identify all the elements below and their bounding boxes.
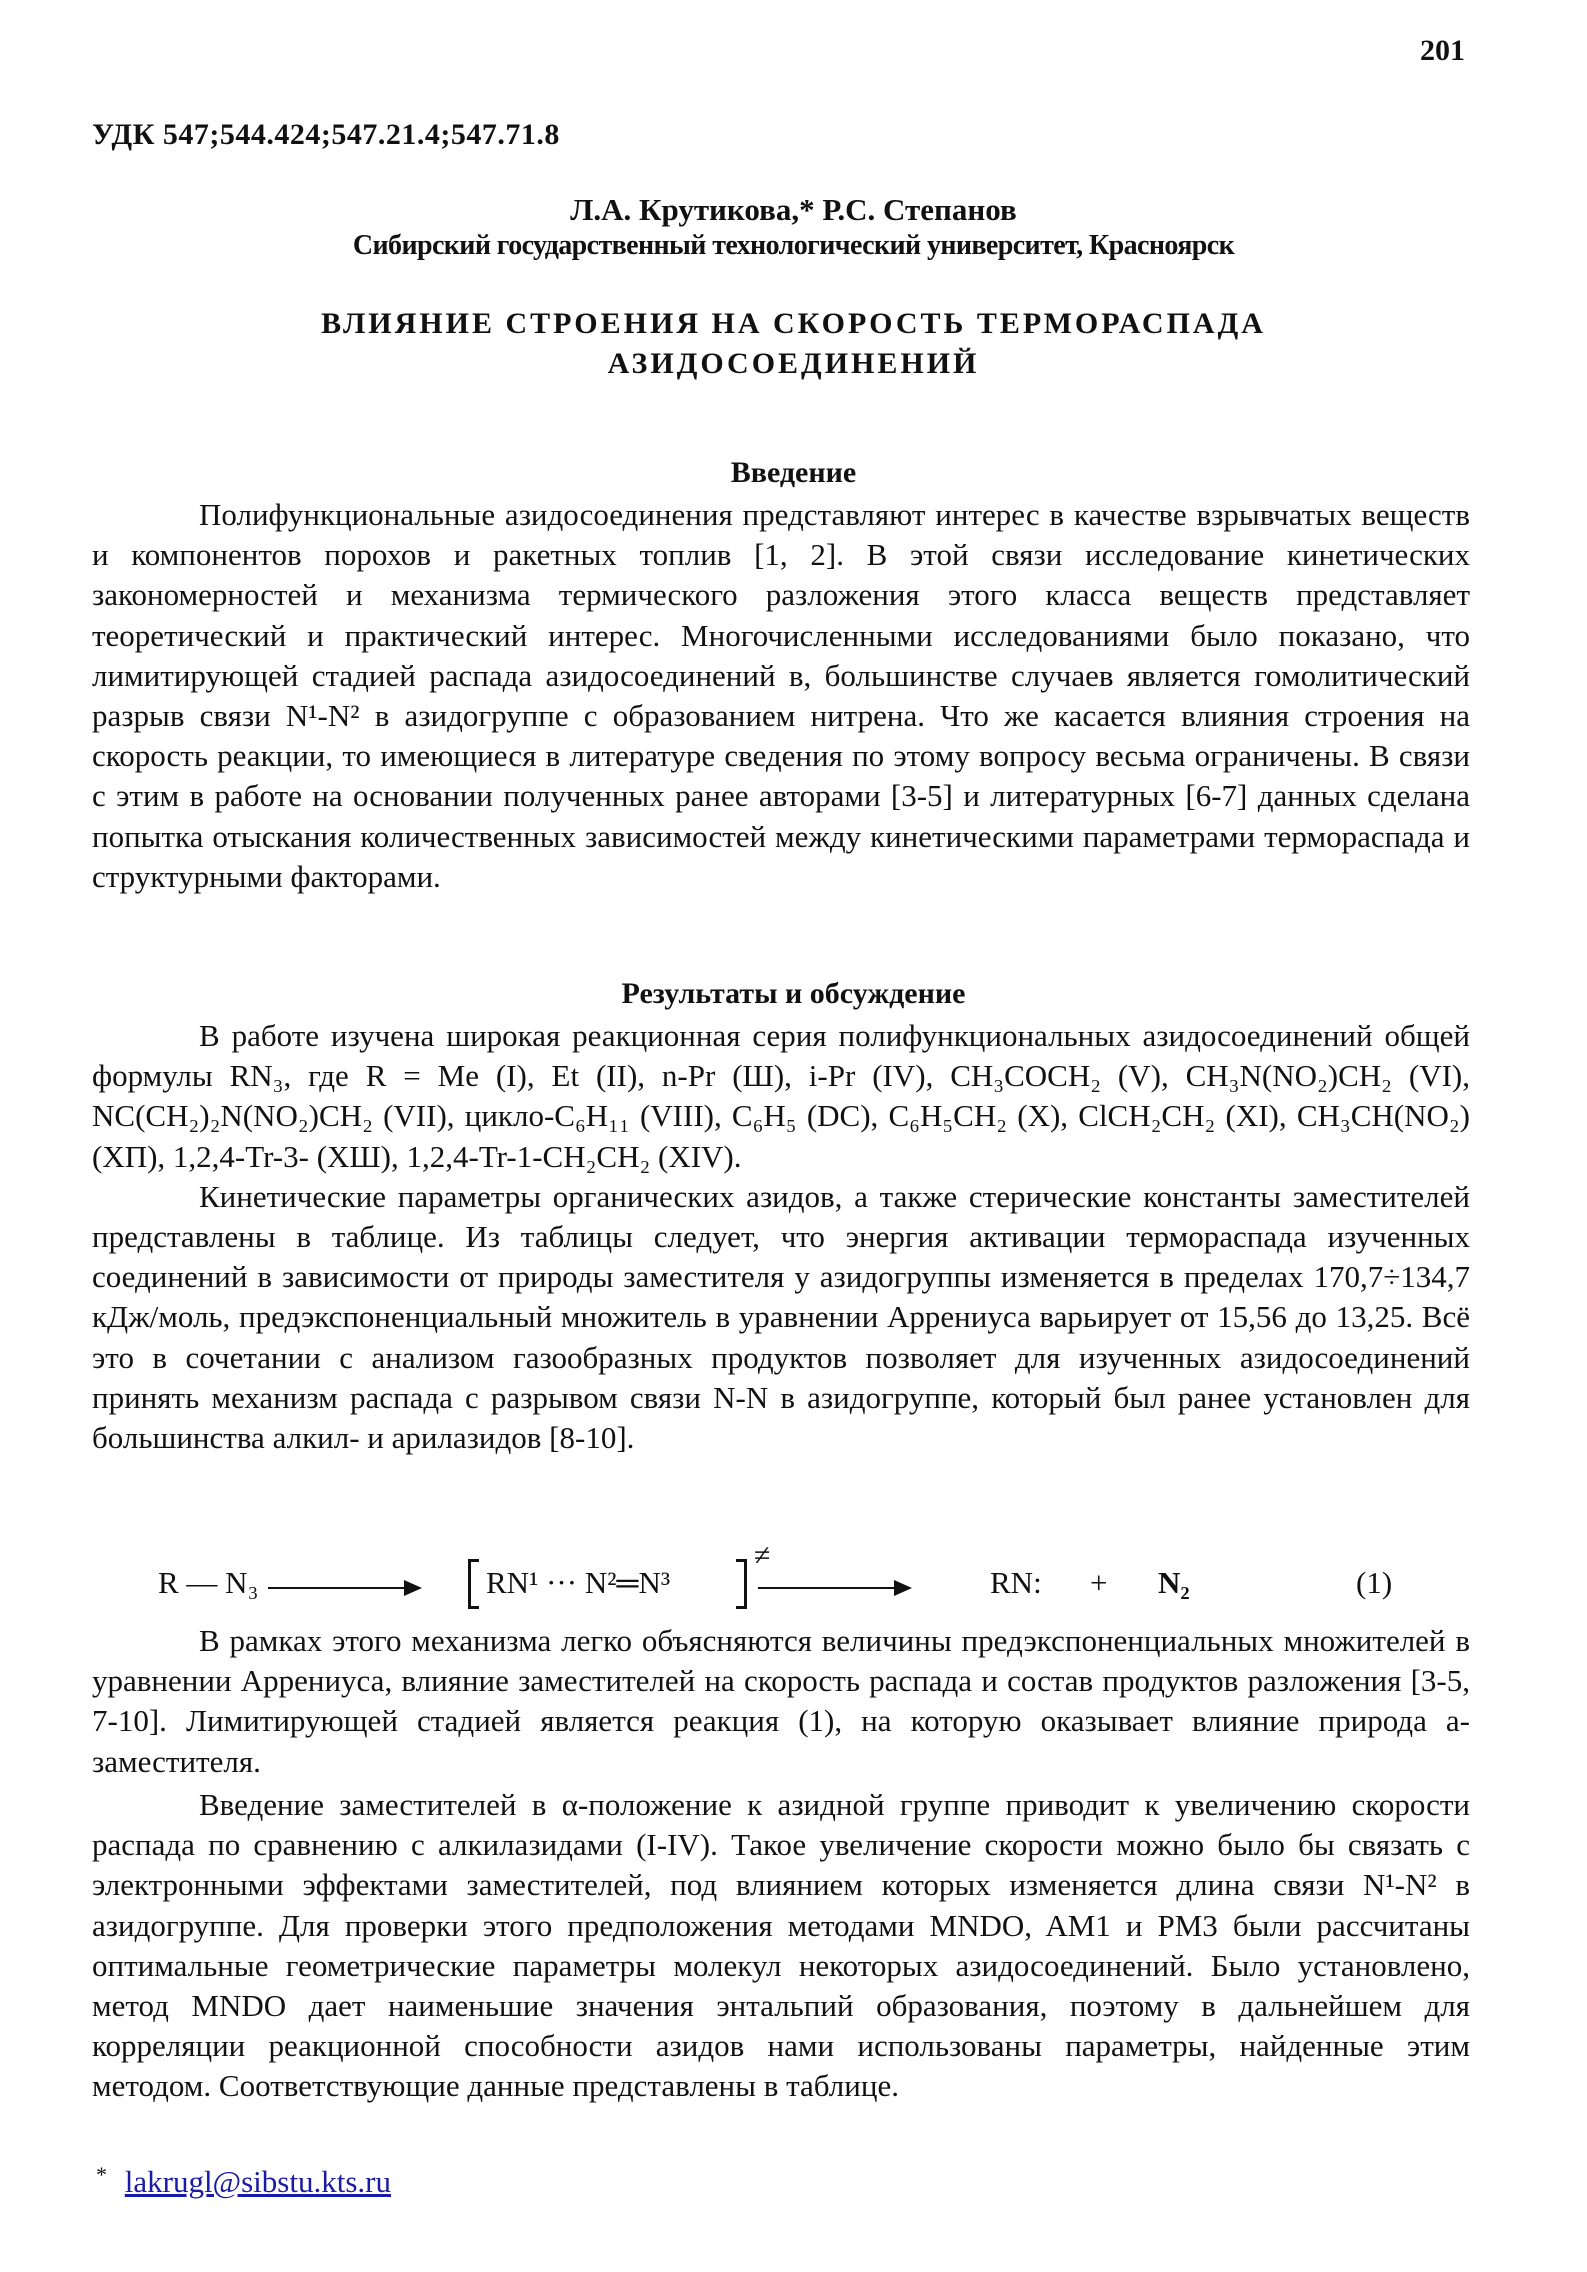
udc-code: УДК 547;544.424;547.21.4;547.71.8 (92, 118, 560, 151)
footnote-mark: * (96, 2162, 107, 2187)
intro-paragraph: Полифункциональные азидосоединения представляют интерес в качестве взрывчатых веществ и компонентов порохов и ракетных топлив [1, 2]. В этой связи исследование кинетических закономерностей и механизма термического разложения этого класса веществ представляет теоретический и практический интерес. Многочисленными исследованиями было показано, что лимитирующей стадией распада азидосоединений в, большинстве случаев является гомолитический разрыв связи N¹-N² в азидогруппе с образованием нитрена. Что же касается влияния строения на скорость реакции, то имеющиеся в литературе сведения по этому вопросу весьма ограничены. В связи с этим в работе на основании полученных ранее авторами [3-5] и литературных [6-7] данных сделана попытка отыскания количественных зависимостей между кинетическими параметрами термораспада и структурными факторами. (92, 497, 1470, 894)
results-heading: Результаты и обсуждение (621, 977, 966, 1010)
results-paragraph-2: Кинетические параметры органических азидов, а также стерические константы заместителей представлены в таблице. Из таблицы следует, что энергия активации терморaспада изученных соединений в зависимости от природы заместителя у азидогруппы изменяется в пределах 170,7÷134,7 кДж/моль, предэкспоненциальный множитель в уравнении Аррениуса варьирует от 15,56 до 13,25. Всё это в сочетании с анализом газообразных продуктов позволяет для изученных азидосоединений принять механизм распада с разрывом связи N-N в азидогруппе, который был ранее установлен для большинства алкил- и арилазидов [8-10]. (92, 1178, 1470, 1456)
title-line-1: ВЛИЯНИЕ СТРОЕНИЯ НА СКОРОСТЬ ТЕРМОРАСПАДА (321, 307, 1266, 340)
page-number: 201 (1420, 34, 1465, 67)
equation-product-1: RN: (990, 1565, 1042, 1600)
email-link[interactable]: lakrugl@sibstu.kts.ru (124, 2164, 391, 2199)
reaction-arrow-1 (268, 1587, 418, 1589)
footnote (96, 2164, 391, 2200)
equation-reactant: R — N₃ (158, 1565, 259, 1600)
reaction-arrow-2 (758, 1587, 908, 1589)
results-section-b (92, 1621, 1470, 1782)
intro-section (92, 495, 1470, 897)
transition-state-mark: ≠ (754, 1539, 771, 1572)
intro-heading: Введение (730, 456, 857, 489)
affiliation: Сибирский государственный технологический университет, Красноярск (352, 230, 1235, 261)
title-line-2: АЗИДОСОЕДИНЕНИЙ (607, 347, 980, 380)
results-section-a (92, 1016, 1470, 1458)
equation-plus: + (1090, 1565, 1108, 1600)
results-paragraph-4: Введение заместителей в α-положение к азидной группе приводит к увеличению скорости распада по сравнению с алкилазидами (I-IV). Такое увеличение скорости можно было бы связать с электронными эффектами заместителей, под влиянием которых изменяется длина связи N¹-N² в азидогруппе. Для проверки этого предположения методами MNDO, AM1 и PM3 были рассчитаны оптимальные геометрические параметры молекул некоторых азидосоединений. Было установлено, метод MNDO дает наименьшие значения энтальпий образования, поэтому в дальнейшем для корреляции реакционной способности азидов нами использованы параметры, найденные этим методом. Соответствующие данные представлены в таблице. (92, 1787, 1470, 2104)
transition-bracket-right (736, 1559, 747, 1609)
transition-state: RN¹ ··· N²═N³ (486, 1565, 671, 1600)
results-section-c (92, 1785, 1470, 2107)
results-paragraph-3: В рамках этого механизма легко объясняются величины предэкспоненциальных множителей в уравнении Аррениуса, влияние заместителей на скорость распада и состав продуктов разложения [3-5, 7-10]. Лимитирующей стадией является реакция (1), на которую оказывает влияние природа а-заместителя. (92, 1623, 1470, 1779)
equation-number: (1) (1356, 1565, 1393, 1600)
article-title (0, 304, 1587, 384)
authors: Л.А. Крутикова,* Р.С. Степанов (570, 192, 1017, 227)
reaction-equation (158, 1539, 1428, 1615)
transition-bracket-left (468, 1559, 479, 1609)
results-paragraph-1: В работе изучена широкая реакционная серия полифункциональных азидосоединений общей формулы RN₃, где R = Me (I), Et (II), n-Pr (Ш), i-Pr (IV), CH₃COCH₂ (V), CH₃N(NO₂)CH₂ (VI), NC(CH₂)₂N(NO₂)CH₂ (VII), цикло-C₆H₁₁ (VIII), C₆H₅ (DC), C₆H₅CH₂ (X), ClCH₂CH₂ (XI), CH₃CH(NO₂) (XП), 1,2,4-Tr-3- (XШ), 1,2,4-Tr-1-CH₂CH₂ (XIV). (92, 1018, 1470, 1174)
equation-product-2: N₂ (1158, 1565, 1190, 1600)
